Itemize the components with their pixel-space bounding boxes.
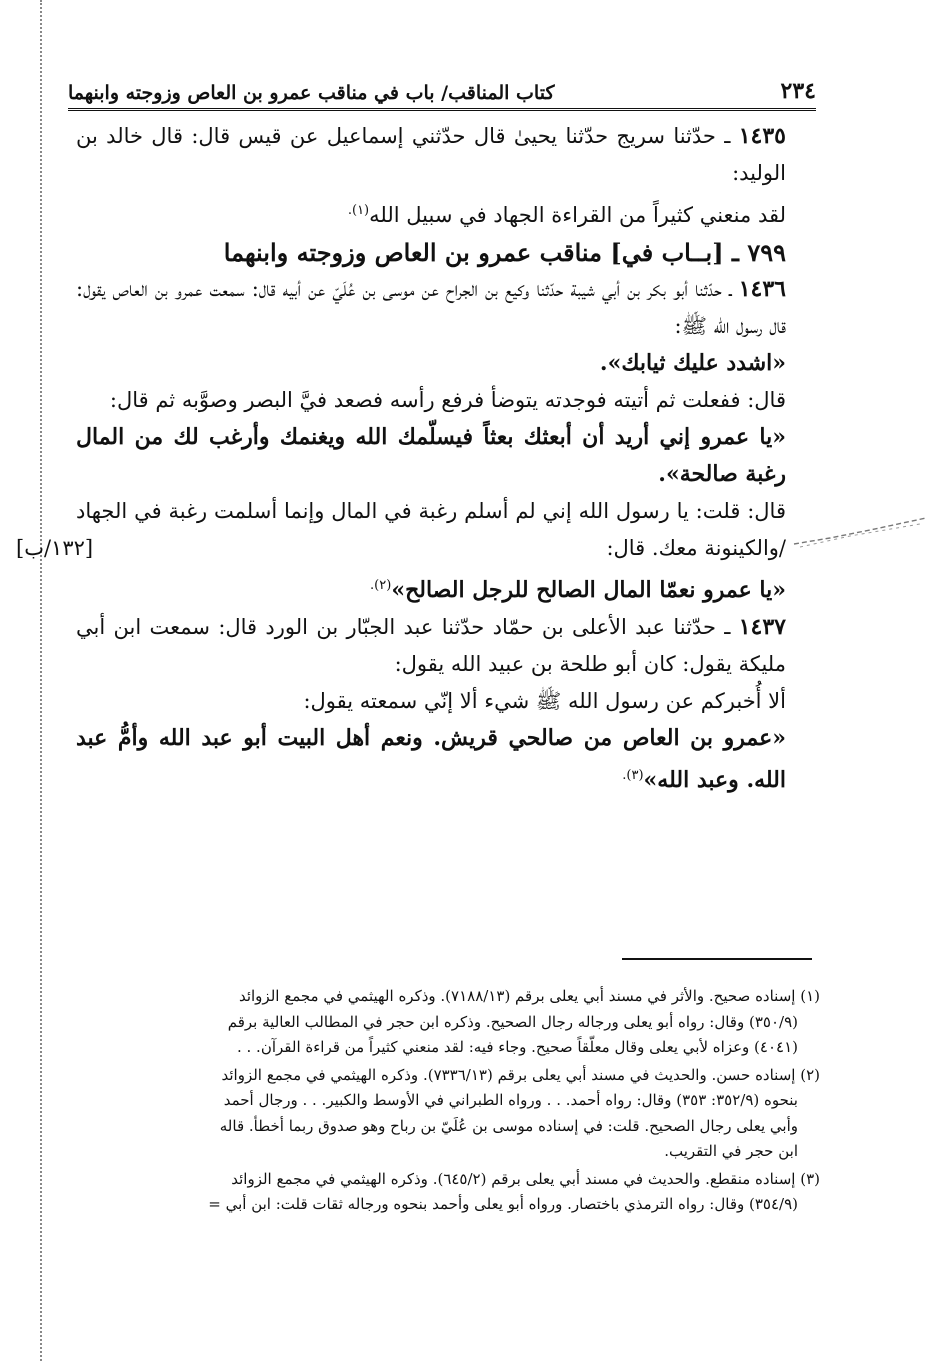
manuscript-folio-note: [١٣٢/ب]: [16, 536, 94, 560]
hadith-1436-quote-2: «يا عمرو إني أريد أن أبعثك بعثاً فيسلّمك الله ويغنمك وأرغب لك من المال رغبة صالحة».: [76, 424, 786, 487]
main-text: [16, 118, 814, 799]
quote-text: «يا عمرو نعمّا المال الصالح للرجل الصالح»: [391, 577, 786, 603]
hadith-number: ١٤٣٦: [738, 276, 786, 302]
hadith-1436-narration: قال: ففعلت ثم أتيته فوجدته يتوضأ فرفع رأسه فصعد فيَّ البصر وصوَّبه ثم قال:: [109, 388, 786, 412]
footnote-line: (٤٠٤١) وعزاه لأبي يعلى وقال معلّقاً صحيح. وجاء فيه: لقد منعني كثيراً من قراءة القرآن. . .: [236, 1038, 798, 1056]
footnote-2: [74, 1063, 820, 1165]
footnote-3: [74, 1167, 820, 1218]
hadith-1436-quote-1: «اشدد عليك ثيابك».: [599, 350, 786, 376]
hadith-1437-isnad: [76, 609, 814, 683]
page-header: [68, 70, 816, 111]
reply-text: قال: قلت: يا رسول الله إني لم أسلم رغبة في المال وإنما أسلمت رغبة في الجهاد /والكينونة معك. قال:: [76, 499, 786, 560]
hadith-1437-quote: [76, 720, 814, 799]
footnote-label: (٢): [800, 1065, 820, 1084]
footnote-ref: (٣).: [622, 768, 644, 783]
running-title: كتاب المناقب/ باب في مناقب عمرو بن العاص وزوجته وابنهما: [68, 82, 555, 104]
binding-margin-line: [40, 0, 42, 1361]
chapter-heading: ٧٩٩ ـ [بــاب في] مناقب عمرو بن العاص وزوجته وابنهما: [223, 238, 786, 267]
hadith-1437-text: ألا أُخبركم عن رسول الله ﷺ شيء ألا إنّي سمعته يقول:: [303, 689, 786, 713]
footnote-text: إسناده منقطع. والحديث في مسند أبي يعلى برقم (٦٤٥/٢). وذكره الهيثمي في مجمع الزوائد: [231, 1169, 796, 1188]
footnote-line: (٣٥٠/٩) وقال: رواه أبو يعلى ورجاله رجال الصحيح. وذكره ابن حجر في المطالب العالية برقم: [227, 1012, 798, 1031]
footnote-line: [74, 984, 820, 1010]
footnote-line: ابن حجر في التقريب.: [664, 1142, 798, 1160]
isnad-text: ـ حدّثنا سريج حدّثنا يحيىٰ قال حدّثني إسماعيل عن قيس قال: قال خالد بن الوليد:: [76, 124, 786, 185]
hadith-number: ١٤٣٧: [738, 614, 786, 640]
hadith-1436-quote-3: [76, 567, 814, 609]
isnad-text: ـ حدّثنا أبو بكر بن أبي شيبة حدّثنا وكيع بن الجراح عن موسى بن عُلَيّ عن أبيه قال: سمعت عمرو بن العاص يقول: قال رسول الله ﷺ:: [76, 277, 786, 338]
footnote-label: (١): [800, 987, 820, 1005]
footnote-line: [74, 1063, 820, 1089]
hadith-1435-text: [76, 192, 814, 234]
footnote-label: (٣): [800, 1169, 820, 1188]
footnote-line: (٣٥٤/٩) وقال: رواه الترمذي باختصار. ورواه أبو يعلى وأحمد بنحوه ورجاله ثقات قلت: ابن أبي =: [208, 1195, 798, 1213]
hadith-1436-isnad: [76, 271, 814, 345]
hadith-number: ١٤٣٥: [738, 123, 786, 149]
matn-text: لقد منعني كثيراً من القراءة الجهاد في سبيل الله: [369, 203, 786, 227]
isnad-text: ـ حدّثنا عبد الأعلى بن حمّاد حدّثنا عبد الجبّار بن الورد قال: سمعت ابن أبي مليكة يقول: كان أبو طلحة بن عبيد الله يقول:: [76, 615, 786, 676]
footnote-ref: (٢).: [370, 578, 392, 593]
footnote-line: بنحوه (٣٥٢/٩: ٣٥٣) وقال: رواه أحمد. . . ورواه الطبراني في الأوسط والكبير. . . ورجال أحمد: [223, 1091, 798, 1109]
footnotes: [74, 984, 820, 1220]
quote-text: «عمرو بن العاص من صالحي قريش. ونعم أهل البيت أبو عبد الله وأمُّ عبد الله. وعبد الله»: [76, 725, 786, 793]
footnote-line: وأبي يعلى رجال الصحيح. قلت: في إسناده موسى بن عُلَيّ بن رباح وهو صدوق ربما أخطأ. قاله: [219, 1116, 798, 1135]
hadith-1435-isnad: [76, 118, 814, 192]
footnote-ref: (١).: [347, 203, 370, 218]
page-number: ٢٣٤: [780, 78, 816, 104]
footnote-separator: [622, 958, 812, 960]
handwritten-pen-stroke: [790, 514, 930, 550]
footnote-text: إسناده حسن. والحديث في مسند أبي يعلى برقم (٧٣٣٦/١٣). وذكره الهيثمي في مجمع الزوائد: [221, 1065, 796, 1084]
footnote-text: إسناده صحيح. والأثر في مسند أبي يعلى برقم (٧١٨٨/١٣). وذكره الهيثمي في مجمع الزوائد: [238, 987, 796, 1005]
hadith-1436-reply: [16, 493, 814, 567]
footnote-line: [74, 1167, 820, 1193]
footnote-1: [74, 984, 820, 1061]
